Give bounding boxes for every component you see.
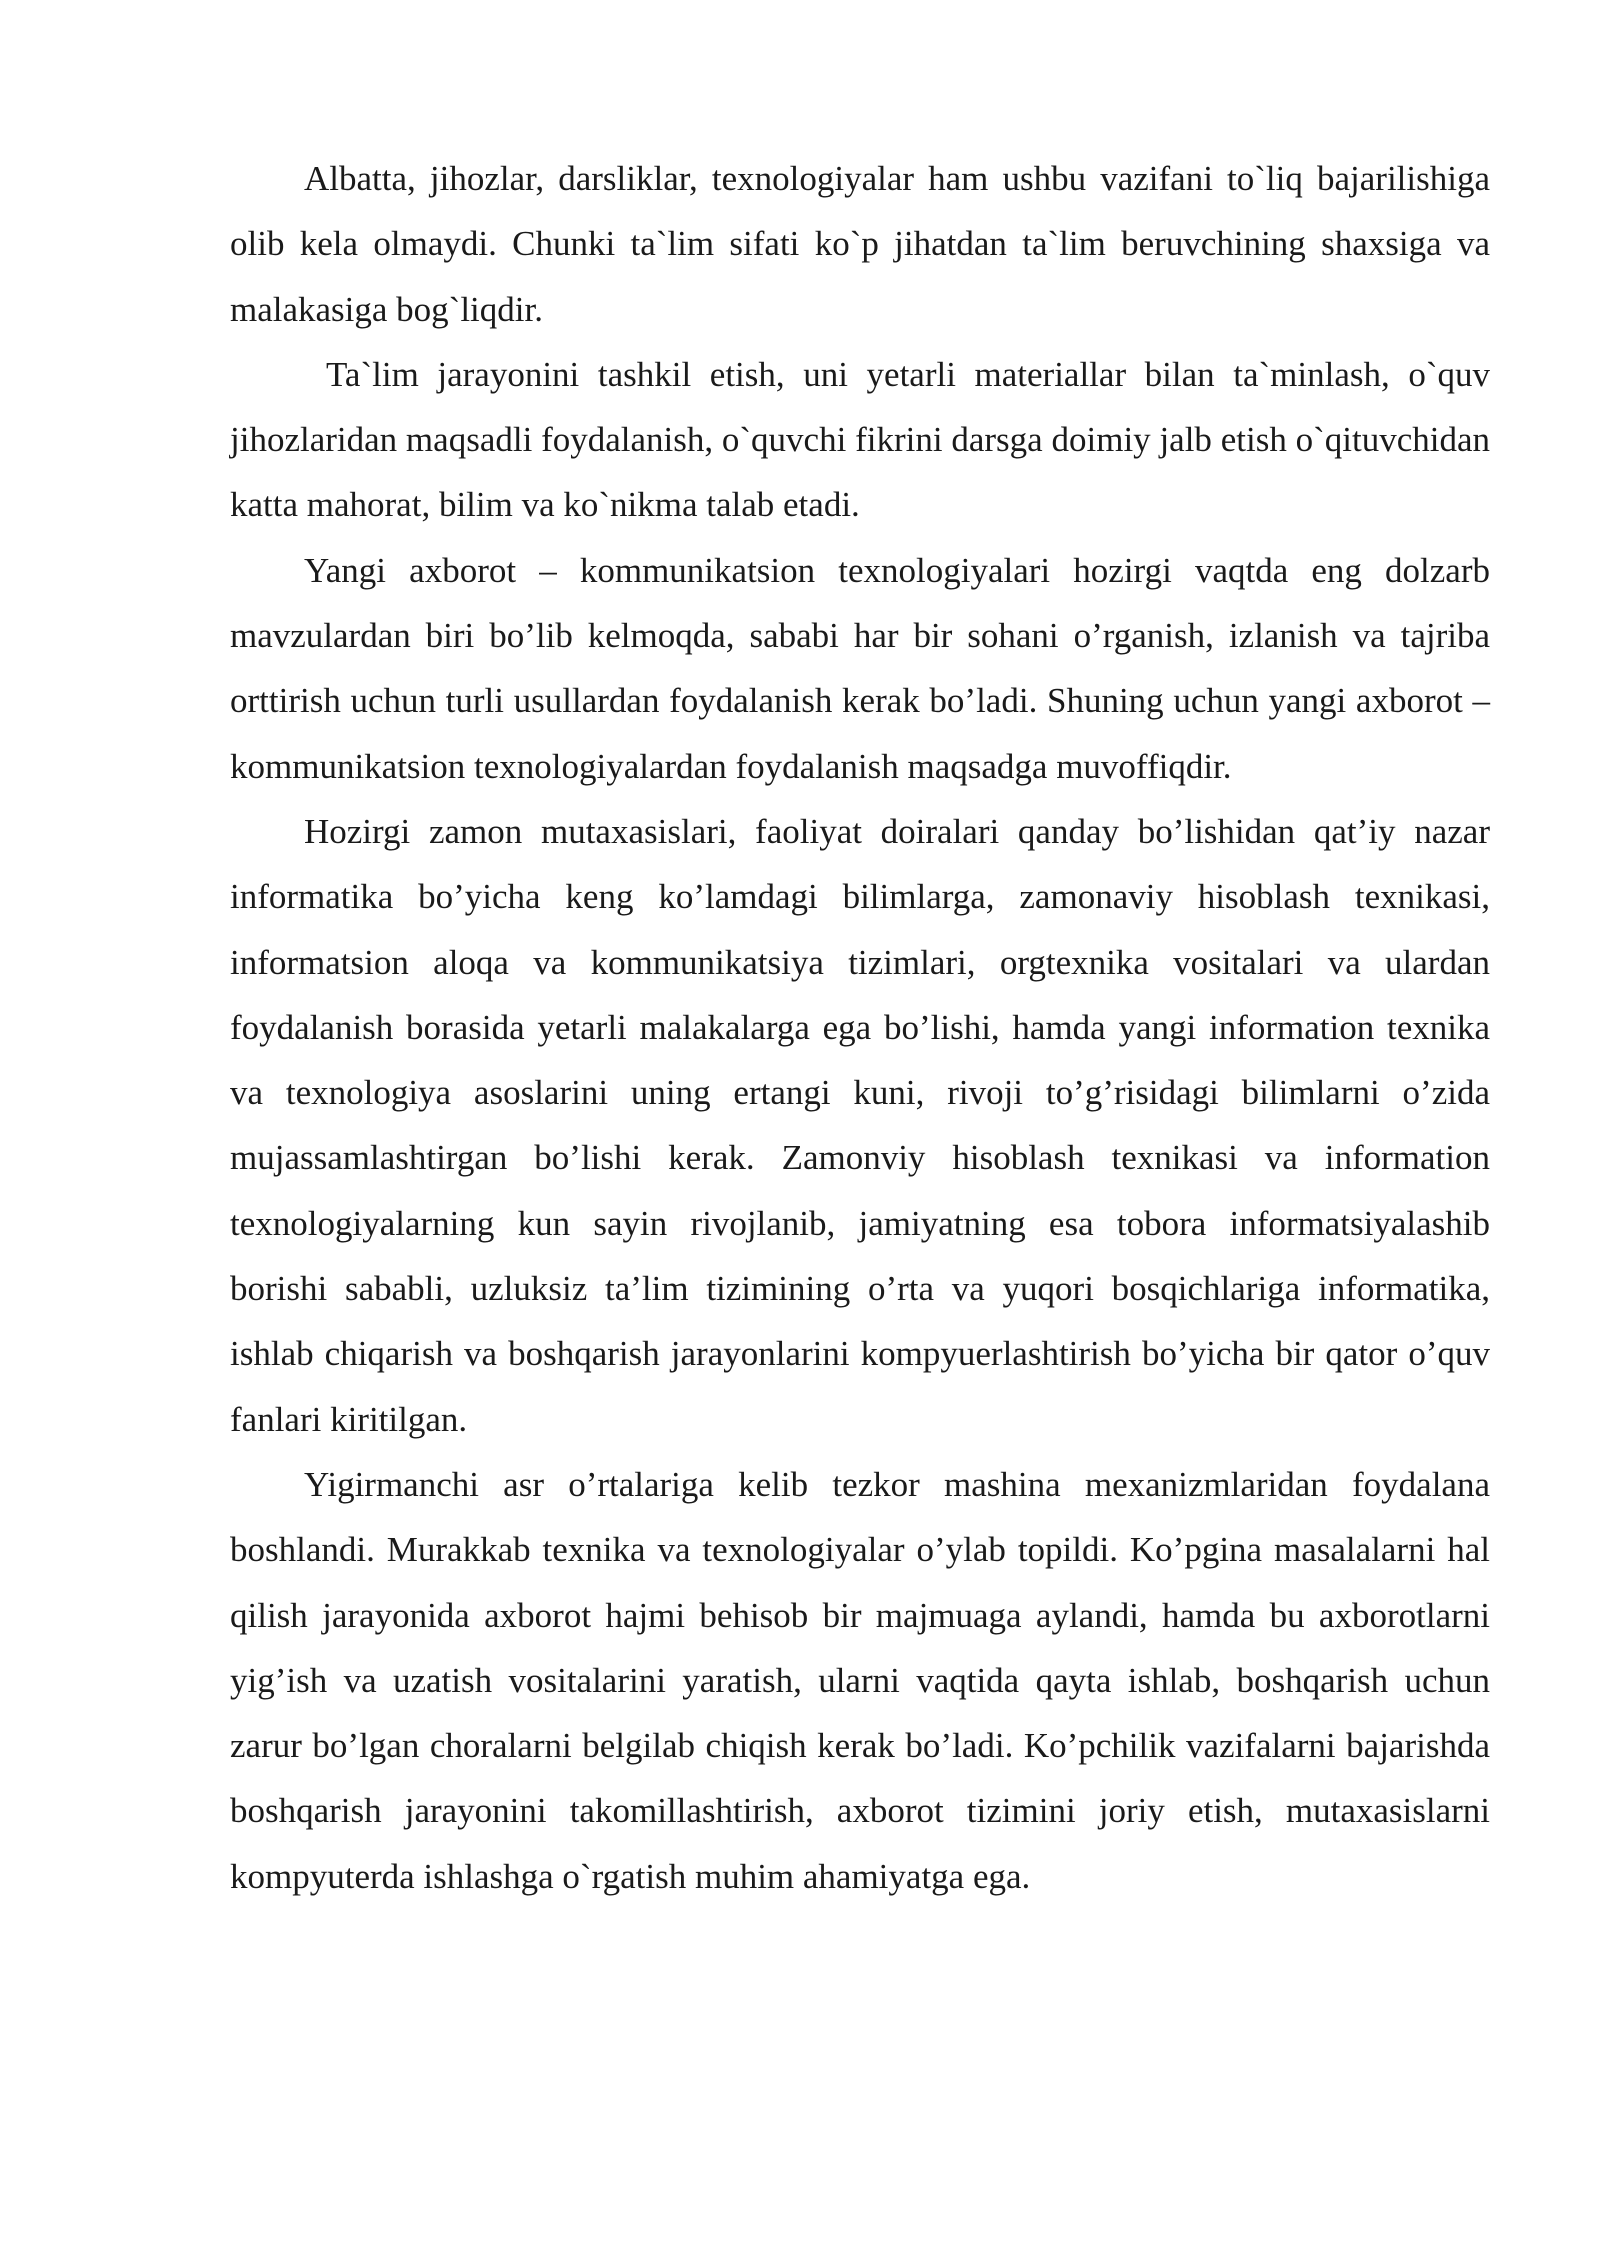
paragraph-3: Yangi axborot – kommunikatsion texnologiyalari hozirgi vaqtda eng dolzarb mavzulardan biri bo’lib kelmoqda, sababi har bir sohani o’rganish, izlanish va tajriba orttirish uchun turli usullardan foydalanish kerak bo’ladi. Shuning uchun yangi axborot – kommunikatsion texnologiyalardan foydalanish maqsadga muvoffiqdir. xyxy=(230,550,1490,786)
document-body xyxy=(230,146,1490,1909)
paragraph-1: Albatta, jihozlar, darsliklar, texnologiyalar ham ushbu vazifani to`liq bajarilishiga olib kela olmaydi. Chunki ta`lim sifati ko`p jihatdan ta`lim beruvchining shaxsiga va malakasiga bog`liqdir. xyxy=(230,159,1490,329)
paragraph-4: Hozirgi zamon mutaxasislari, faoliyat doiralari qanday bo’lishidan qat’iy nazar informatika bo’yicha keng ko’lamdagi bilimlarga, zamonaviy hisoblash texnikasi, informatsion aloqa va kommunikatsiya tizimlari, orgtexnika vositalari va ulardan foydalanish borasida yetarli malakalarga ega bo’lishi, hamda yangi information texnika va texnologiya asoslarini uning ertangi kuni, rivoji to’g’risidagi bilimlarni o’zida mujassamlashtirgan bo’lishi kerak. Zamonviy hisoblash texnikasi va information texnologiyalarning kun sayin rivojlanib, jamiyatning esa tobora informatsiyalashib borishi sababli, uzluksiz ta’lim tizimining o’rta va yuqori bosqichlariga informatika, ishlab chiqarish va boshqarish jarayonlarini kompyuerlashtirish bo’yicha bir qator o’quv fanlari kiritilgan. xyxy=(230,811,1490,1439)
paragraph-2: Ta`lim jarayonini tashkil etish, uni yetarli materiallar bilan ta`minlash, o`quv jihozlaridan maqsadli foydalanish, o`quvchi fikrini darsga doimiy jalb etish o`qituvchidan katta mahorat, bilim va ko`nikma talab etadi. xyxy=(230,354,1490,525)
paragraph-5: Yigirmanchi asr o’rtalariga kelib tezkor mashina mexanizmlaridan foydalana boshlandi. Murakkab texnika va texnologiyalar o’ylab topildi. Ko’pgina masalalarni hal qilish jarayonida axborot hajmi behisob bir majmuaga aylandi, hamda bu axborotlarni yig’ish va uzatish vositalarini yaratish, ularni vaqtida qayta ishlab, boshqarish uchun zarur bo’lgan choralarni belgilab chiqish kerak bo’ladi. Ko’pchilik vazifalarni bajarishda boshqarish jarayonini takomillashtirish, axborot tizimini joriy etish, mutaxasislarni kompyuterda ishlashga o`rgatish muhim ahamiyatga ega. xyxy=(230,1464,1490,1896)
